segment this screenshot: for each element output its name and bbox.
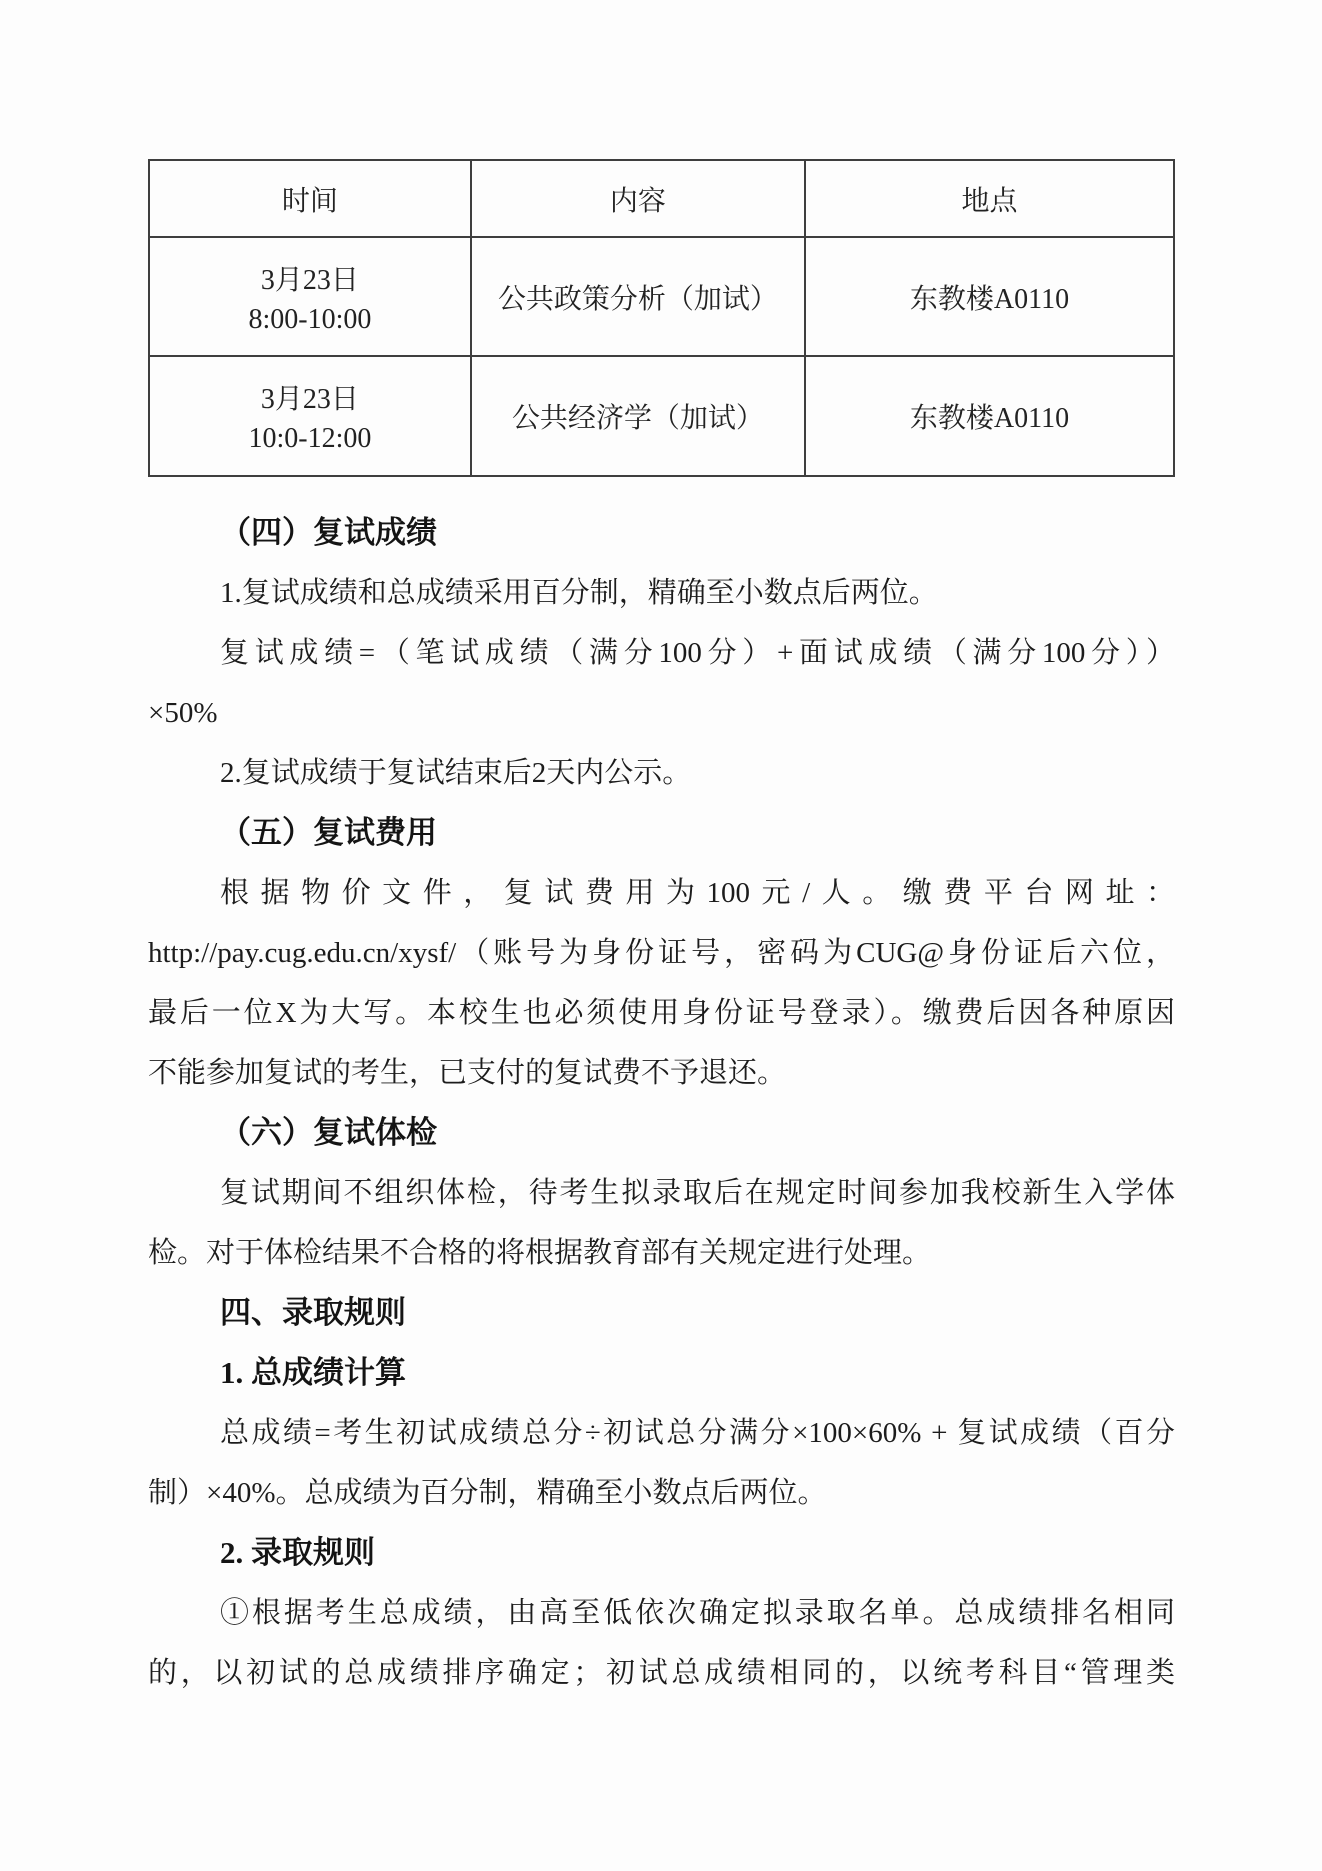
table-cell-time	[149, 237, 471, 356]
table-cell-content: 公共经济学（加试）	[471, 356, 805, 476]
page-content	[148, 159, 1175, 1703]
text-line: 最后一位X为大写。本校生也必须使用身份证号登录）。缴费后因各种原因	[148, 997, 1175, 1029]
table-header-content: 内容	[471, 160, 805, 237]
text-line-total-score-formula: 总成绩=考生初试成绩总分÷初试总分满分×100×60% + 复试成绩（百分	[220, 1417, 1175, 1449]
text-line: 根据物价文件，复试费用为100元/人。缴费平台网址：	[220, 877, 1175, 909]
text-line: 1.复试成绩和总成绩采用百分制，精确至小数点后两位。	[220, 577, 938, 609]
text-line: 不能参加复试的考生，已支付的复试费不予退还。	[148, 1057, 787, 1089]
text-line: 检。对于体检结果不合格的将根据教育部有关规定进行处理。	[148, 1237, 932, 1269]
table-header-location: 地点	[805, 160, 1174, 237]
text-line: 复试期间不组织体检，待考生拟录取后在规定时间参加我校新生入学体	[220, 1177, 1175, 1209]
table-row	[149, 356, 1174, 476]
table-cell-content: 公共政策分析（加试）	[471, 237, 805, 356]
table-row	[149, 237, 1174, 356]
section-heading-review-fee: （五）复试费用	[220, 815, 437, 850]
subheading-total-score-calc: 1. 总成绩计算	[220, 1355, 406, 1390]
table-cell-location: 东教楼A0110	[805, 237, 1174, 356]
text-line-formula-continued: ×50%	[148, 697, 218, 729]
exam-time: 8:00-10:00	[248, 303, 372, 335]
table-header-row	[149, 160, 1174, 237]
section-heading-admission-rules: 四、录取规则	[220, 1295, 406, 1330]
text-line: 制）×40%。总成绩为百分制，精确至小数点后两位。	[148, 1477, 827, 1509]
text-line: 2.复试成绩于复试结束后2天内公示。	[220, 757, 692, 789]
section-heading-review-score: （四）复试成绩	[220, 515, 437, 550]
exam-date: 3月23日	[260, 384, 359, 415]
text-line-payment-url: http://pay.cug.edu.cn/xysf/（账号为身份证号，密码为CUG@身份证后六位，	[148, 937, 1175, 969]
text-line: 的，以初试的总成绩排序确定；初试总成绩相同的，以统考科目“管理类	[148, 1657, 1175, 1689]
table-cell-time	[149, 356, 471, 476]
document-body	[148, 503, 1175, 1703]
table-header-time: 时间	[149, 160, 471, 237]
subheading-admission-rules: 2. 录取规则	[220, 1535, 375, 1570]
section-heading-medical-exam: （六）复试体检	[220, 1115, 437, 1150]
exam-time: 10:0-12:00	[248, 423, 372, 454]
exam-date: 3月23日	[260, 264, 359, 296]
exam-schedule-table	[148, 159, 1175, 477]
text-line-formula: 复试成绩=（笔试成绩（满分100分）+面试成绩（满分100分））	[220, 637, 1175, 669]
table-cell-location: 东教楼A0110	[805, 356, 1174, 476]
text-line: ①根据考生总成绩，由高至低依次确定拟录取名单。总成绩排名相同	[220, 1597, 1175, 1629]
